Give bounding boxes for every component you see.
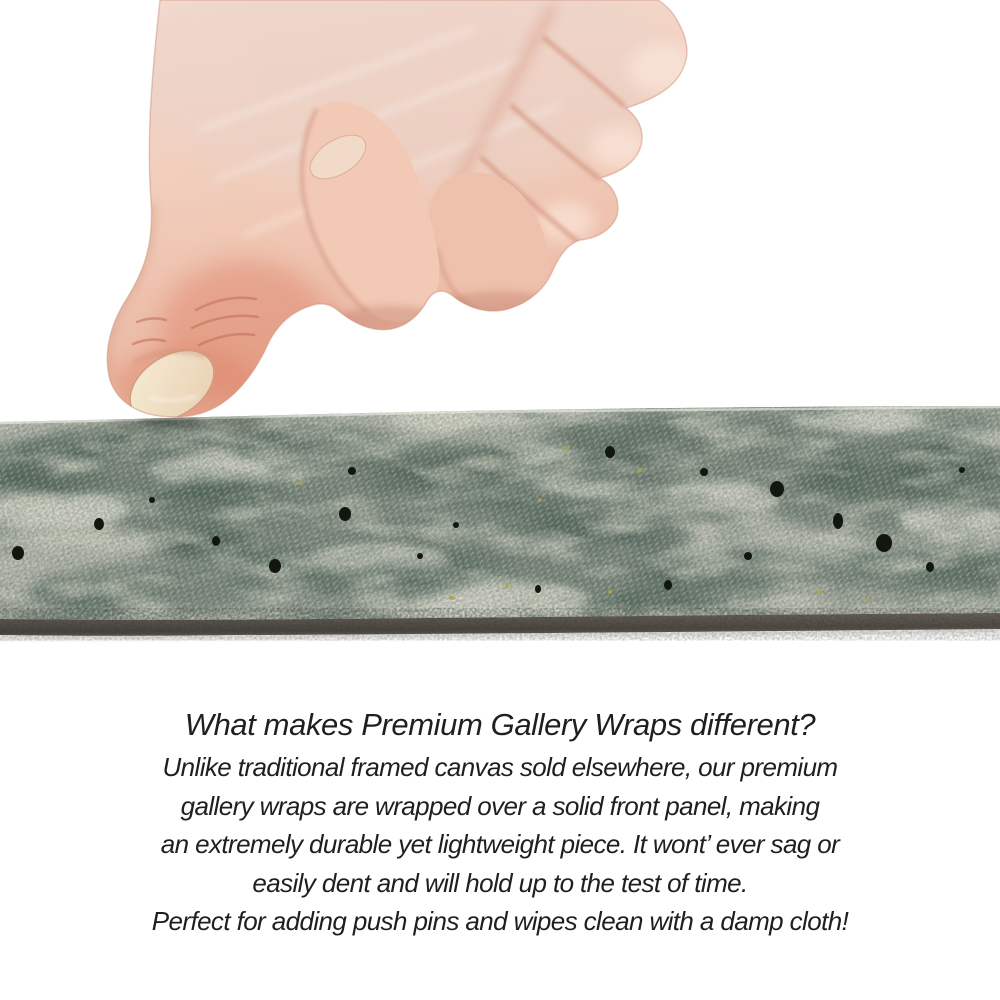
body-line-1: Unlike traditional framed canvas sold elsewhere, our premium — [162, 752, 838, 782]
body-line-4: easily dent and will hold up to the test of time. — [252, 867, 748, 898]
canvas-face — [0, 400, 1000, 630]
body-line-2: gallery wraps are wrapped over a solid front panel, making — [180, 790, 820, 821]
body-line-3: an extremely durable yet lightweight piece. It wont’ ever sag or — [160, 829, 840, 859]
body-line-5: Perfect for adding push pins and wipes clean with a damp cloth! — [151, 906, 849, 936]
marketing-text — [0, 702, 1000, 941]
grain-texture — [0, 400, 1000, 630]
hand-photo — [107, 0, 696, 436]
heading: What makes Premium Gallery Wraps different? — [184, 707, 816, 742]
canvas-strip-photo — [0, 400, 1000, 639]
